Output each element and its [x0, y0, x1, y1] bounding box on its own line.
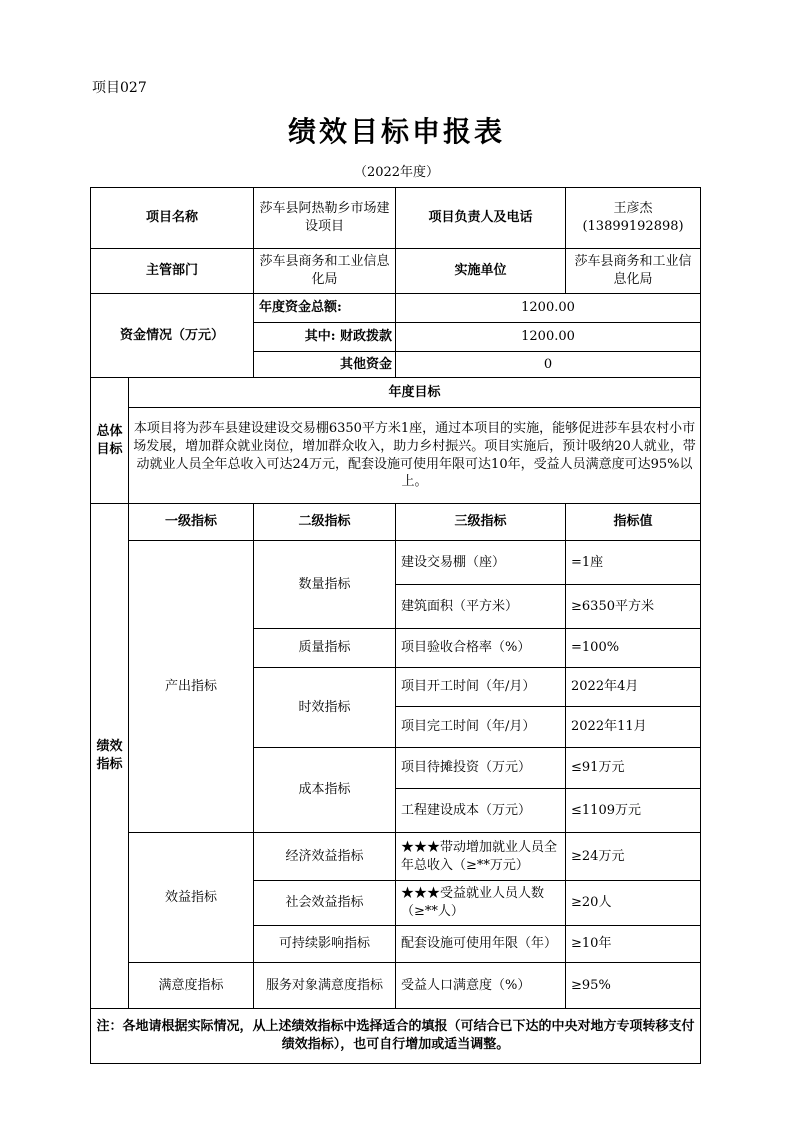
performance-indicator-label-cell: 绩效指标 — [91, 504, 129, 1009]
footnote-cell: 注：各地请根据实际情况，从上述绩效指标中选择适合的填报（可结合已下达的中央对地方专项转移支付绩效指标），也可自行增加或适当调整。 — [91, 1009, 701, 1064]
table-row — [91, 378, 701, 408]
indicator-header-level1: 一级指标 — [129, 504, 254, 541]
funding-fiscal-label-cell: 其中: 财政拨款 — [254, 323, 396, 352]
level2-economic-cell: 经济效益指标 — [254, 833, 396, 881]
level3-cell: 建设交易棚（座） — [396, 541, 566, 585]
level3-cell: 建筑面积（平方米） — [396, 585, 566, 629]
indicator-value-cell: =100% — [566, 629, 701, 668]
indicator-value-cell: ≤1109万元 — [566, 789, 701, 833]
leader-value-cell — [566, 188, 701, 249]
table-row — [91, 249, 701, 294]
level3-cell: 受益人口满意度（%） — [396, 963, 566, 1009]
level2-sustain-cell: 可持续影响指标 — [254, 926, 396, 963]
level3-cell: 配套设施可使用年限（年） — [396, 926, 566, 963]
dept-value-cell: 莎车县商务和工业信息化局 — [254, 249, 396, 294]
impl-label-cell: 实施单位 — [396, 249, 566, 294]
indicator-value-cell: ≥6350平方米 — [566, 585, 701, 629]
table-row — [91, 963, 701, 1009]
level3-cell: 项目开工时间（年/月） — [396, 668, 566, 707]
indicator-header-value: 指标值 — [566, 504, 701, 541]
indicator-value-cell: ≥10年 — [566, 926, 701, 963]
level2-social-cell: 社会效益指标 — [254, 881, 396, 926]
level2-cost-cell: 成本指标 — [254, 748, 396, 833]
level3-cell: ★★★受益就业人员人数（≥**人） — [396, 881, 566, 926]
impl-value-cell: 莎车县商务和工业信息化局 — [566, 249, 701, 294]
annual-goal-text-cell: 本项目将为莎车县建设建设交易棚6350平方米1座，通过本项目的实施，能够促进莎车县农村小市场发展，增加群众就业岗位，增加群众收入，助力乡村振兴。项目实施后，预计吸纳20人就业，带动就业人员全年总收入可达24万元，配套设施可使用年限可达10年，受益人员满意度可达95%以上。 — [129, 408, 701, 504]
indicator-value-cell: ≥20人 — [566, 881, 701, 926]
level2-quality-cell: 质量指标 — [254, 629, 396, 668]
indicator-value-cell: ≥24万元 — [566, 833, 701, 881]
page-subtitle: （2022年度） — [353, 165, 440, 180]
indicator-value-cell: ≥95% — [566, 963, 701, 1009]
project-name-label-cell: 项目名称 — [91, 188, 254, 249]
funding-other-value-cell: 0 — [396, 352, 701, 378]
level3-cell: 项目完工时间（年/月） — [396, 707, 566, 748]
project-name-value-cell: 莎车县阿热勒乡市场建设项目 — [254, 188, 396, 249]
table-row — [91, 833, 701, 881]
performance-target-form-table — [90, 187, 701, 1064]
table-row — [91, 188, 701, 249]
funding-total-label-cell: 年度资金总额: — [254, 294, 396, 323]
level1-benefit-cell: 效益指标 — [129, 833, 254, 963]
leader-label-cell: 项目负责人及电话 — [396, 188, 566, 249]
level2-time-cell: 时效指标 — [254, 668, 396, 748]
level1-satisfaction-cell: 满意度指标 — [129, 963, 254, 1009]
indicator-header-level3: 三级指标 — [396, 504, 566, 541]
level1-output-cell: 产出指标 — [129, 541, 254, 833]
level3-cell: 项目验收合格率（%） — [396, 629, 566, 668]
indicator-header-level2: 二级指标 — [254, 504, 396, 541]
level3-cell: 工程建设成本（万元） — [396, 789, 566, 833]
page-title: 绩效目标申报表 — [287, 115, 505, 148]
table-row — [91, 408, 701, 504]
level3-cell: 项目待摊投资（万元） — [396, 748, 566, 789]
indicator-value-cell: 2022年4月 — [566, 668, 701, 707]
table-row — [91, 1009, 701, 1064]
funding-fiscal-value-cell: 1200.00 — [396, 323, 701, 352]
funding-other-label-cell: 其他资金 — [254, 352, 396, 378]
annual-goal-header-cell: 年度目标 — [129, 378, 701, 408]
leader-name: 王彦杰 — [613, 201, 653, 217]
leader-phone: (13899192898) — [582, 219, 684, 234]
indicator-value-cell: 2022年11月 — [566, 707, 701, 748]
dept-label-cell: 主管部门 — [91, 249, 254, 294]
funding-section-label-cell: 资金情况（万元） — [91, 294, 254, 378]
table-row — [91, 294, 701, 323]
table-row — [91, 541, 701, 585]
indicator-value-cell: ≤91万元 — [566, 748, 701, 789]
project-number-label: 项目027 — [92, 80, 147, 96]
level2-quantity-cell: 数量指标 — [254, 541, 396, 629]
indicator-value-cell: =1座 — [566, 541, 701, 585]
table-row — [91, 504, 701, 541]
level3-cell: ★★★带动增加就业人员全年总收入（≥**万元） — [396, 833, 566, 881]
funding-total-value-cell: 1200.00 — [396, 294, 701, 323]
overall-goal-label-cell: 总体目标 — [91, 378, 129, 504]
level2-service-cell: 服务对象满意度指标 — [254, 963, 396, 1009]
